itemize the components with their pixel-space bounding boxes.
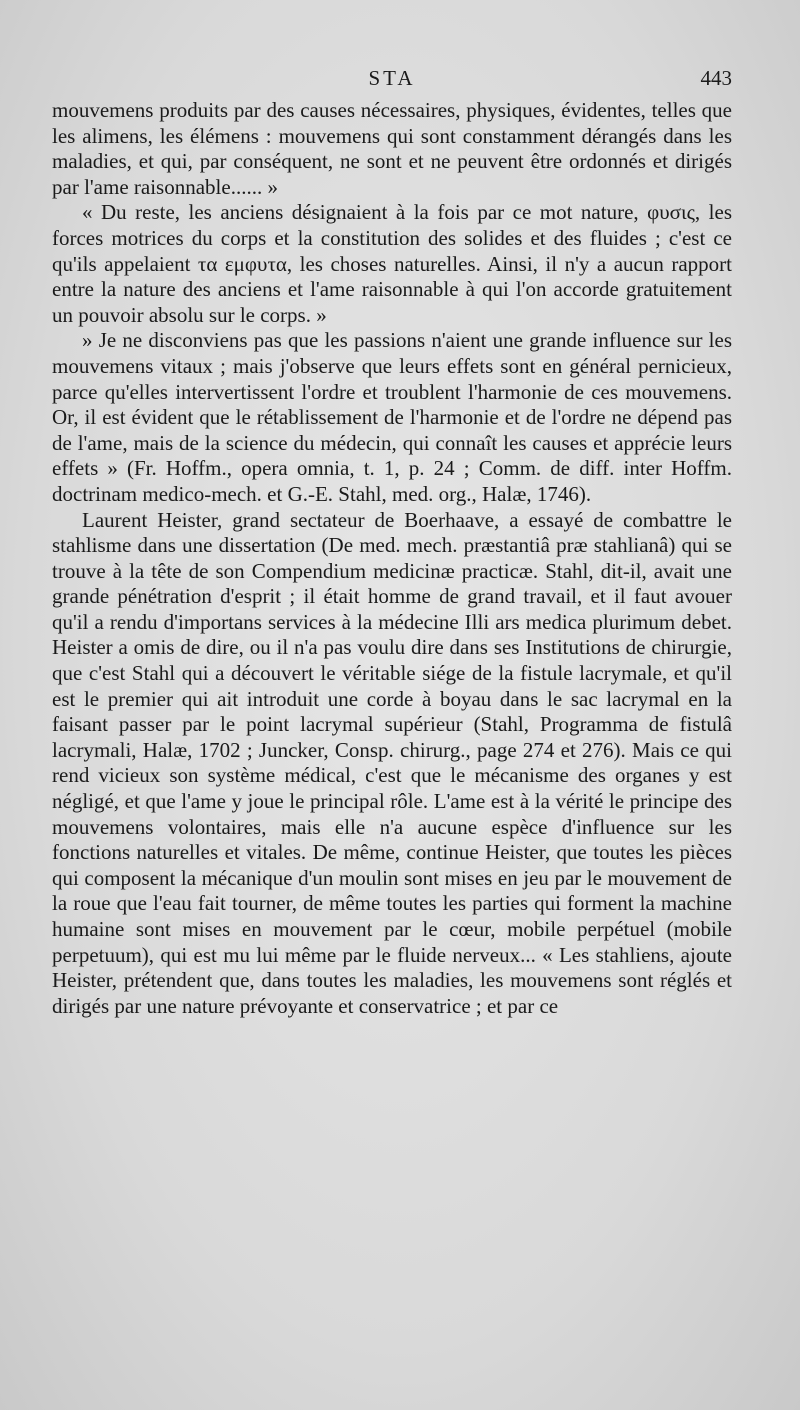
paragraph-3: » Je ne disconviens pas que les passions n'aient une grande influence sur les mouvemens vitaux ; mais j'observe que leurs effets sont en général pernicieux, parce qu'elles intervertissent l'ordre et troublent l'harmonie de ces mouvemens. Or, il est évident que le rétablissement de l'harmonie et de l'ordre ne dépend pas de l'ame, mais de la science du médecin, qui connaît les causes et apprécie leurs effets » (Fr. Hoffm., opera omnia, t. 1, p. 24 ; Comm. de diff. inter Hoffm. doctrinam medico-mech. et G.-E. Stahl, med. org., Halæ, 1746). bbox=[52, 328, 732, 506]
paragraph-2: « Du reste, les anciens désignaient à la fois par ce mot nature, φυσις, les forces motrices du corps et la constitution des solides et des fluides ; c'est ce qu'ils appelaient τα εμφυτα, les choses naturelles. Ainsi, il n'y a aucun rapport entre la nature des anciens et l'ame raisonnable à qui l'on accorde gratuitement un pouvoir absolu sur le corps. » bbox=[52, 200, 732, 327]
paragraph-1: mouvemens produits par des causes nécessaires, physiques, évidentes, telles que les alimens, les élémens : mouvemens qui sont constamment dérangés dans les maladies, et qui, par conséquent, ne sont et ne peuvent être ordonnés et dirigés par l'ame raisonnable...... » bbox=[52, 98, 732, 199]
paragraph-4: Laurent Heister, grand sectateur de Boerhaave, a essayé de combattre le stahlisme dans une dissertation (De med. mech. præstantiâ præ stahlianâ) qui se trouve à la tête de son Compendium medicinæ practicæ. Stahl, dit-il, avait une grande pénétration d'esprit ; il était homme de grand travail, et il faut avouer qu'il a rendu d'importans services à la médecine Illi ars medica plurimum debet. Heister a omis de dire, ou il n'a pas voulu dire dans ses Institutions de chirurgie, que c'est Stahl qui a découvert le véritable siége de la fistule lacrymale, et qu'il est le premier qui ait introduit une corde à boyau dans le sac lacrymal en la faisant passer par le point lacrymal supérieur (Stahl, Programma de fistulâ lacrymali, Halæ, 1702 ; Juncker, Consp. chirurg., page 274 et 276). Mais ce qui rend vicieux son système médical, c'est que le mécanisme des organes y est négligé, et que l'ame y joue le principal rôle. L'ame est à la vérité le principe des mouvemens volontaires, mais elle n'a aucune espèce d'influence sur les fonctions naturelles et vitales. De même, continue Heister, que toutes les pièces qui composent la mécanique d'un moulin sont mises en jeu par le mouvement de la roue que l'eau fait tourner, de même toutes les parties qui forment la machine humaine sont mises en mouvement par le cœur, mobile perpétuel (mobile perpetuum), qui est mu lui même par le fluide nerveux... « Les stahliens, ajoute Heister, prétendent que, dans toutes les maladies, les mouvemens sont réglés et dirigés par une nature prévoyante et conservatrice ; et par ce bbox=[52, 507, 732, 1018]
running-head: STA bbox=[368, 66, 416, 90]
page-number: 443 bbox=[700, 66, 732, 90]
page-header bbox=[52, 66, 732, 100]
body-text bbox=[52, 98, 732, 1019]
